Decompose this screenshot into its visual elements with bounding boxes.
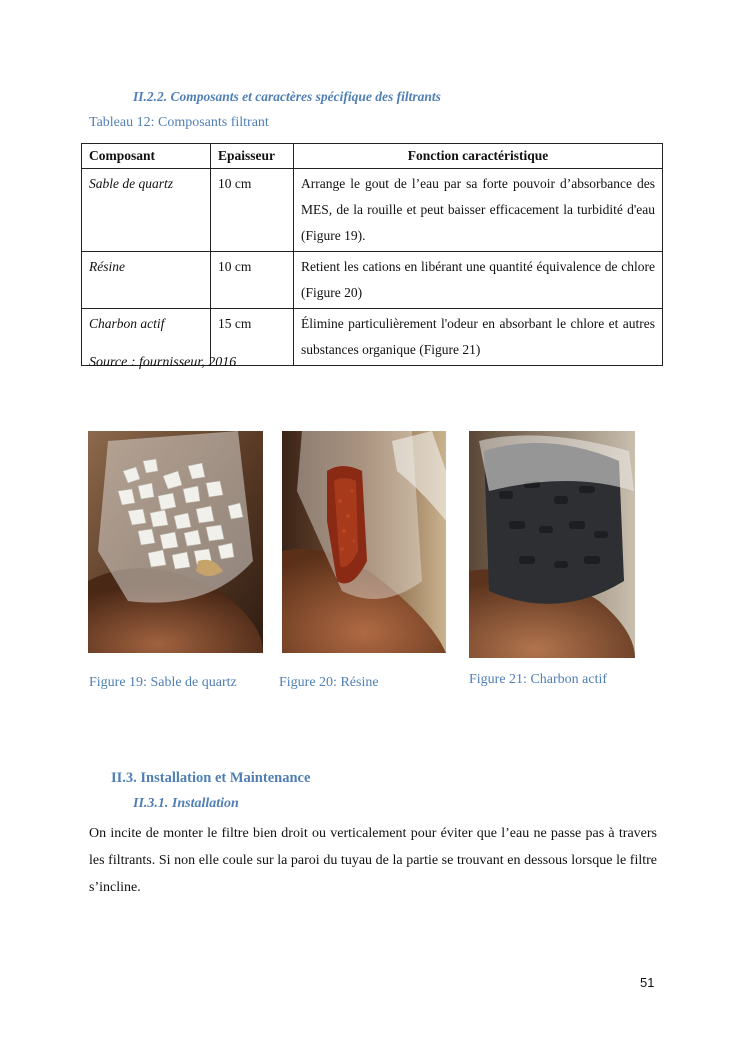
cell-composant: Charbon actif: [82, 309, 211, 366]
page-number: 51: [640, 975, 655, 990]
cell-composant: Sable de quartz: [82, 169, 211, 252]
installation-maintenance-heading: II.3. Installation et Maintenance: [111, 770, 311, 786]
cell-fonction: Retient les cations en libérant une quantité équivalence de chlore (Figure 20): [294, 252, 663, 309]
quartz-sand-photo: [88, 431, 263, 653]
components-table: [81, 143, 663, 366]
table-row: [82, 252, 663, 309]
activated-charcoal-photo: [469, 431, 635, 658]
cell-fonction: Élimine particulièrement l'odeur en absorbant le chlore et autres substances organique (Figure 21): [294, 309, 663, 366]
table-row: [82, 169, 663, 252]
installation-subheading: II.3.1. Installation: [133, 796, 239, 811]
resin-photo: [282, 431, 446, 653]
table-caption: Tableau 12: Composants filtrant: [89, 115, 269, 130]
cell-composant: Résine: [82, 252, 211, 309]
installation-paragraph: On incite de monter le filtre bien droit ou verticalement pour éviter que l’eau ne passe pas à travers les filtrants. Si non elle coule sur la paroi du tuyau de la partie se trouvant en dessous lorsque le filtre s’incline.: [89, 826, 657, 895]
cell-fonction: Arrange le gout de l’eau par sa forte pouvoir d’absorbance des MES, de la rouille et peut baisser efficacement la turbidité d'eau (Figure 19).: [294, 169, 663, 252]
header-composant: Composant: [82, 144, 211, 169]
section-title: II.2.2. Composants et caractères spécifique des filtrants: [133, 89, 441, 104]
cell-epaisseur: 10 cm: [211, 169, 294, 252]
figure-21-caption: Figure 21: Charbon actif: [469, 672, 608, 687]
header-fonction: Fonction caractéristique: [294, 144, 663, 169]
figure-20-caption: Figure 20: Résine: [279, 675, 379, 690]
table-source: Source : fournisseur, 2016: [89, 355, 237, 370]
table-header-row: [82, 144, 663, 169]
header-epaisseur: Epaisseur: [211, 144, 294, 169]
cell-epaisseur: 15 cm: [211, 309, 294, 366]
cell-epaisseur: 10 cm: [211, 252, 294, 309]
figure-19-caption: Figure 19: Sable de quartz: [89, 675, 237, 690]
